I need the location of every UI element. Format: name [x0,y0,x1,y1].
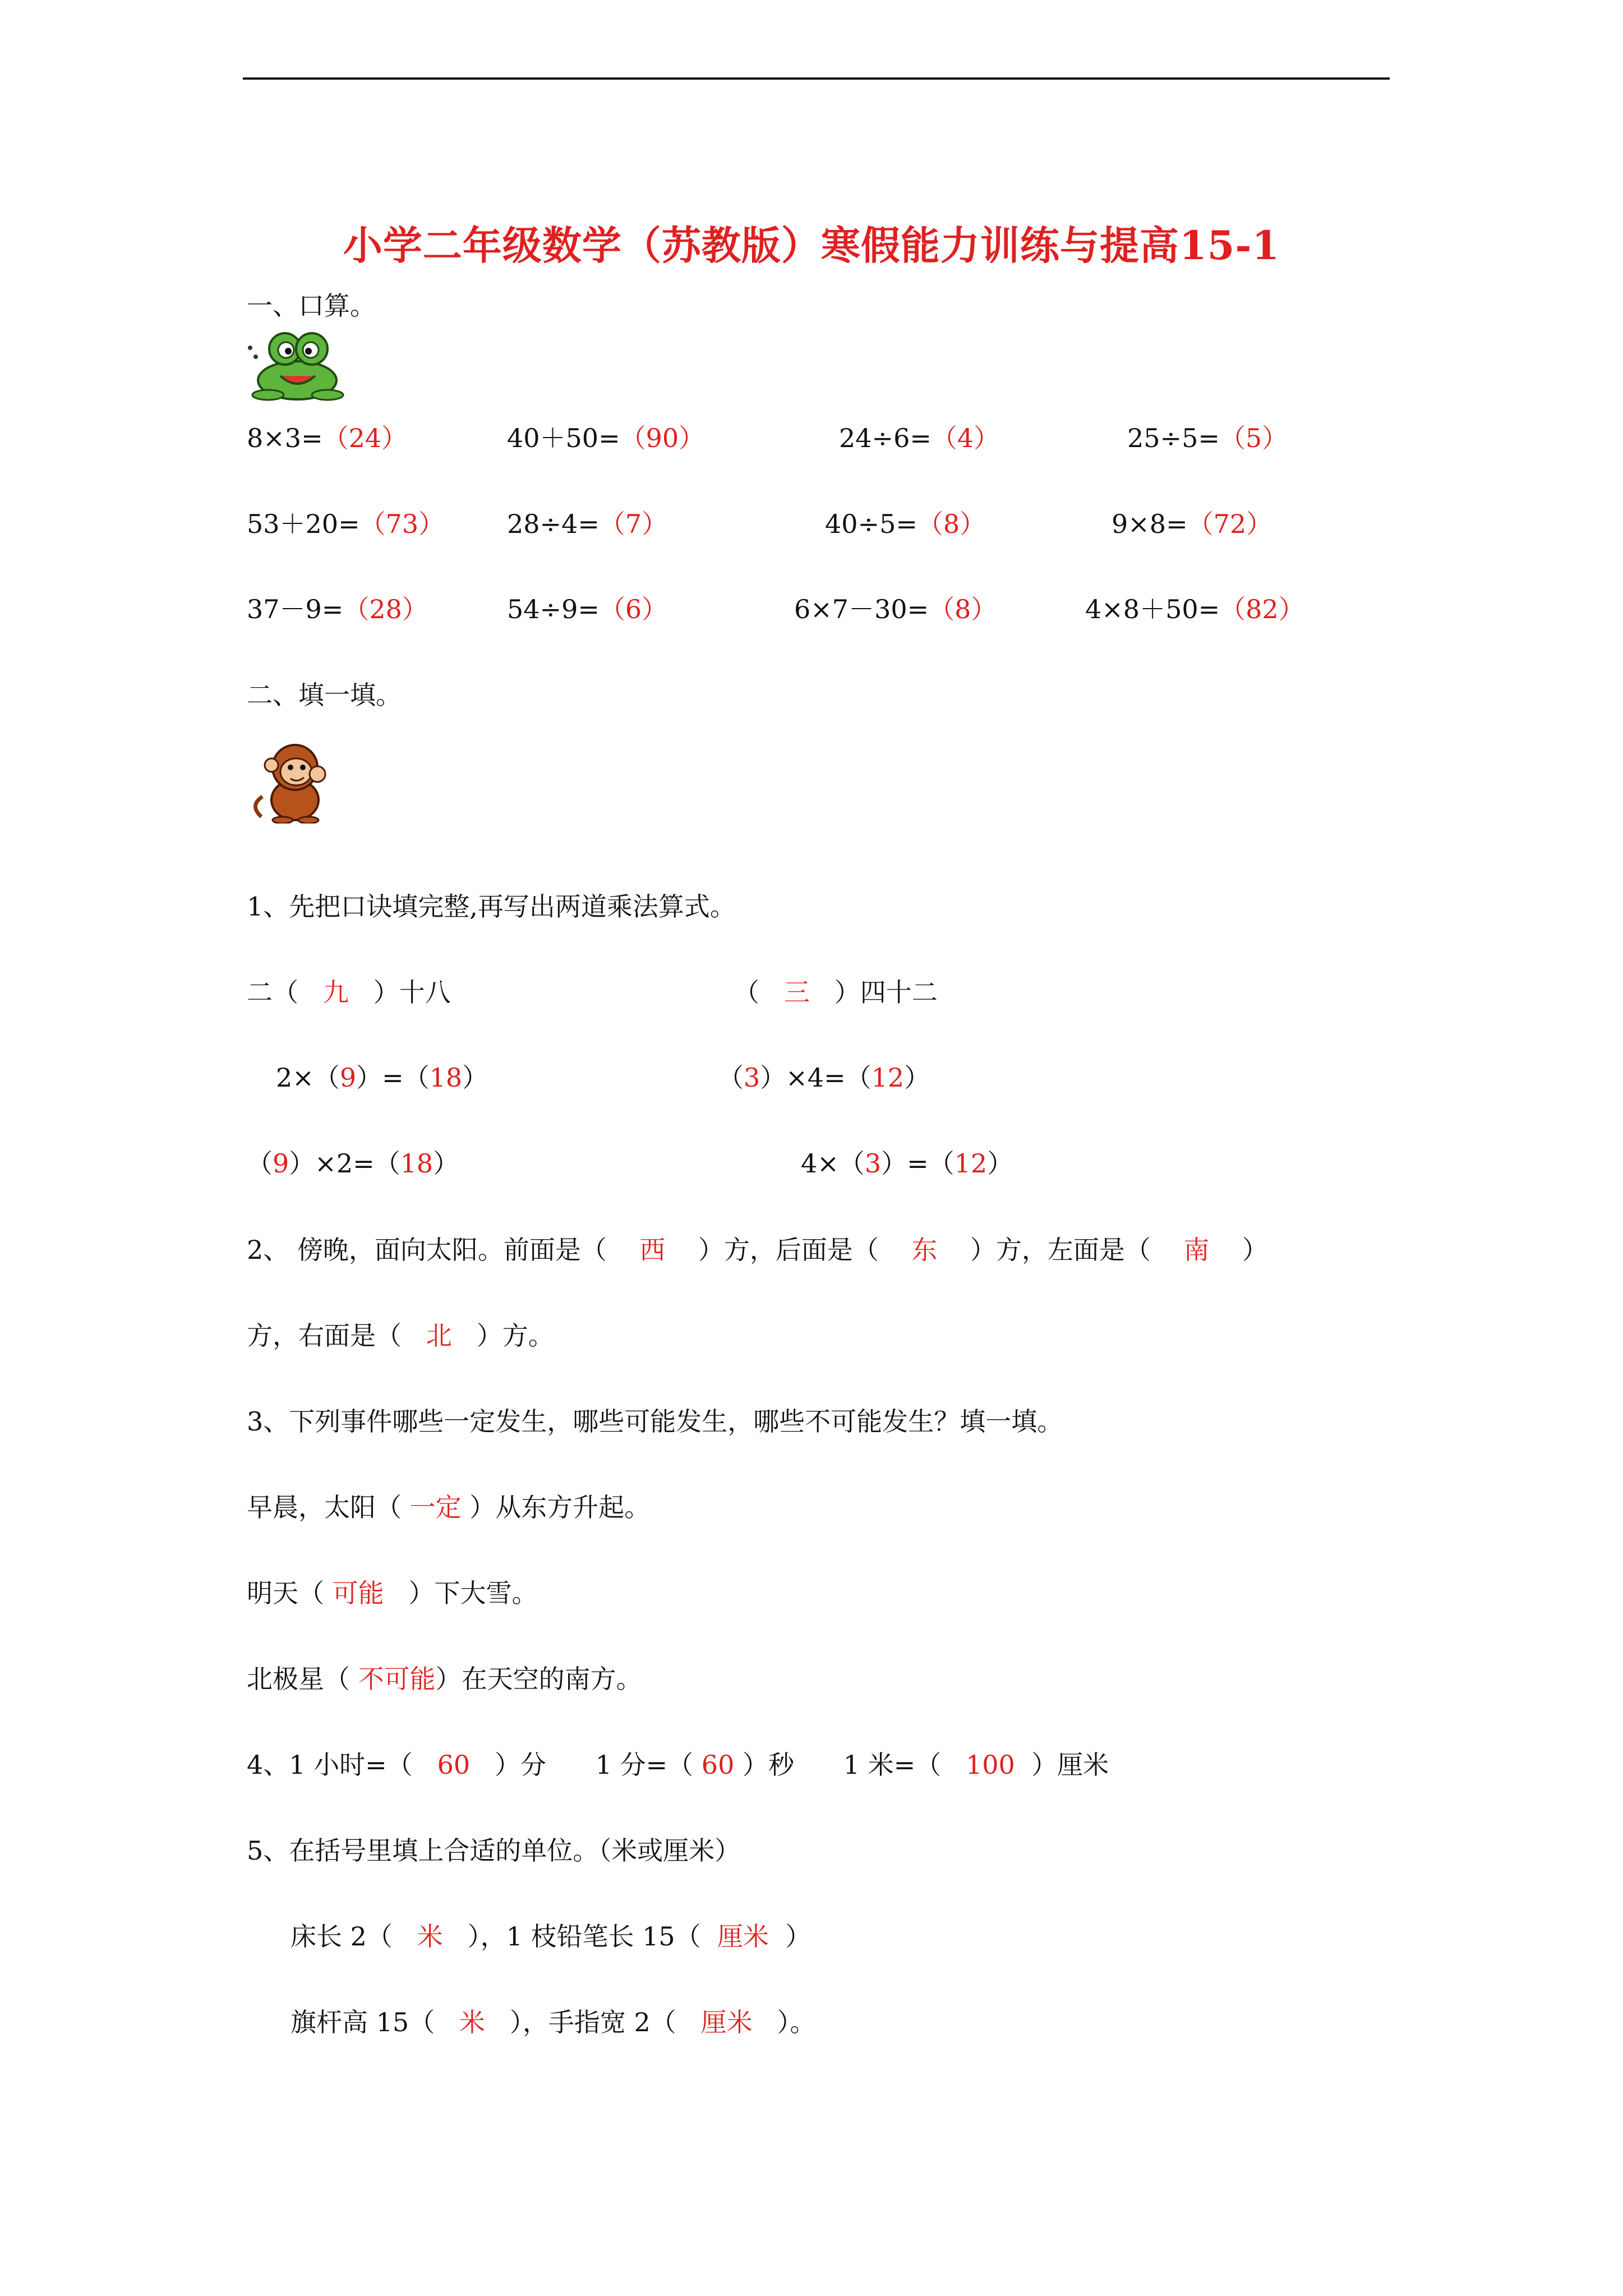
q3-line2: 明天（ 可能 ）下大雪。 [247,1578,538,1608]
q1-text: 1、先把口诀填完整,再写出两道乘法算式。 [247,891,736,922]
q5-text: 5、在括号里填上合适的单位。（米或厘米） [247,1835,741,1866]
q1-right-eq2: 4×（3）=（12） [801,1148,1013,1179]
calc-item: 28÷4=（7） [507,509,668,539]
q2-line2: 方，右面是（ 北 ）方。 [247,1320,554,1351]
q1-left-rhyme: 二（ 九 ）十八 [247,977,451,1007]
page-title: 小学二年级数学（苏教版）寒假能力训练与提高15-1 [343,222,1280,269]
monkey-cartoon-icon [250,738,334,823]
calc-item: 24÷6=（4） [839,423,1000,453]
calc-item: 8×3=（24） [247,423,408,453]
calc-item: 6×7－30=（8） [794,594,997,624]
calc-item: 40÷5=（8） [825,509,986,539]
q3-text: 3、下列事件哪些一定发生，哪些可能发生，哪些不可能发生？填一填。 [247,1406,1063,1437]
q1-left-eq2: （9）×2=（18） [247,1148,459,1179]
q1-left-eq1: 2×（9）=（18） [276,1062,488,1093]
q1-right-eq1: （3）×4=（12） [718,1062,930,1093]
q5-line2: 旗杆高 15（ 米 ），手指宽 2（ 厘米 ）。 [291,2007,816,2037]
calc-item: 54÷9=（6） [507,594,668,624]
frog-cartoon-icon [246,329,349,402]
header-rule [243,77,1390,80]
calc-item: 4×8＋50=（82） [1085,594,1304,624]
calc-item: 53＋20=（73） [247,509,445,539]
calc-item: 40＋50=（90） [507,423,705,453]
q3-line3: 北极星（ 不可能）在天空的南方。 [247,1664,642,1694]
calc-item: 25÷5=（5） [1127,423,1288,453]
calc-item: 9×8=（72） [1112,509,1272,539]
calc-item: 37－9=（28） [247,594,428,624]
q4-line: 4、1 小时=（ 60 ）分 1 分=（ 60 ）秒 1 米=（ 100 ）厘米 [247,1750,1109,1780]
q1-right-rhyme: （ 三 ）四十二 [734,977,938,1007]
section2-heading: 二、填一填。 [247,680,402,710]
q3-line1: 早晨，太阳（ 一定 ）从东方升起。 [247,1492,651,1522]
section1-heading: 一、口算。 [247,291,376,321]
q2-line1: 2、 傍晚，面向太阳。前面是（ 西 ）方，后面是（ 东 ）方，左面是（ 南 ） [247,1235,1268,1265]
q5-line1: 床长 2（ 米 ），1 枝铅笔长 15（ 厘米 ） [291,1921,811,1952]
